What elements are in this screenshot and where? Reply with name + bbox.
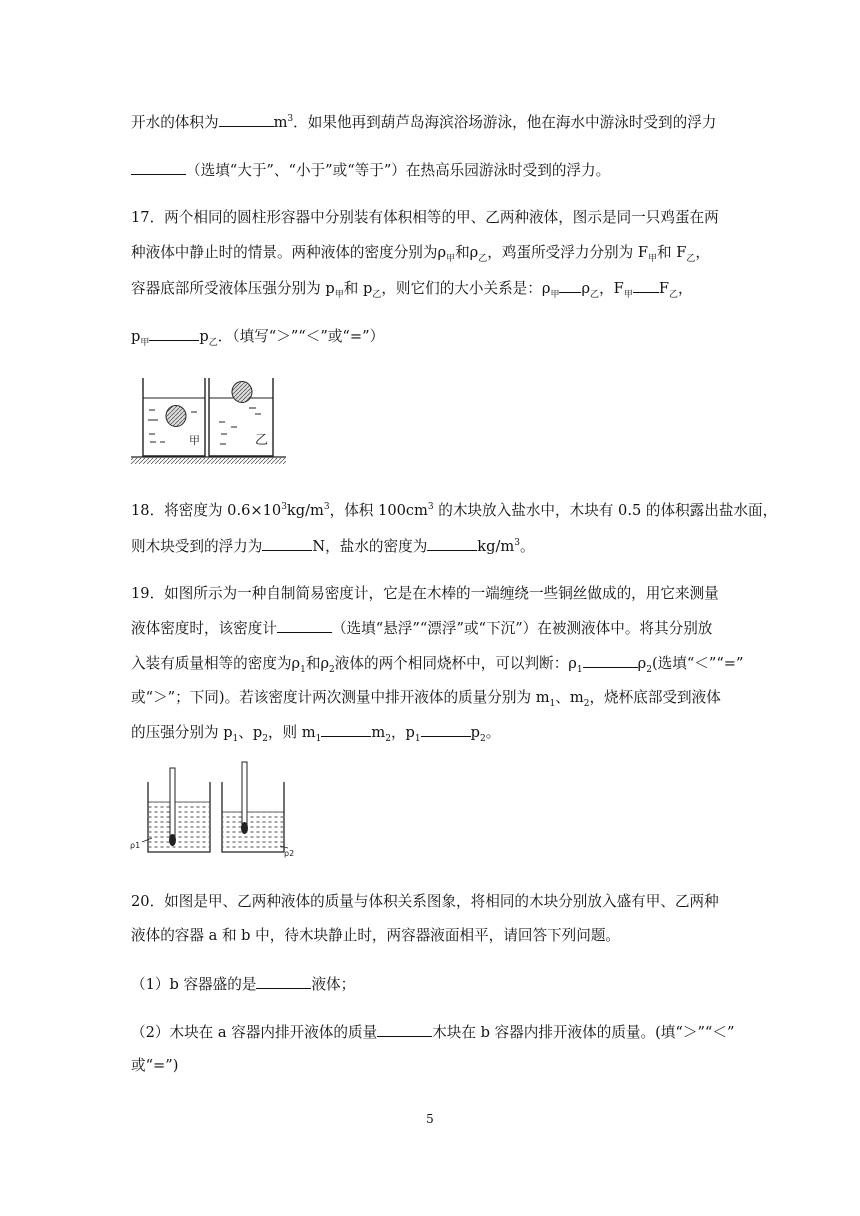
svg-text:甲: 甲 — [189, 434, 200, 447]
q20-line-4: （2）木块在 a 容器内排开液体的质量 木块在 b 容器内排开液体的质量。(填“＞”“＜” — [131, 1024, 735, 1041]
q19-line-5: 的压强分别为 $p_1$、$p_2$，则 $m_1$ $m_2$，$p_1$ $p_2$。 — [131, 724, 501, 744]
answer-blank[interactable] — [219, 112, 274, 127]
q17-line-4: $p_甲$ $p_乙$．（填写“＞”“＜”或“=”） — [131, 328, 385, 348]
q19-line-1: 19．如图所示为一种自制简易密度计，它是在木棒的一端缠绕一些铜丝做成的，用它来测量 — [131, 585, 719, 602]
q17-egg-figure — [131, 372, 291, 466]
svg-text:ρ2: ρ2 — [284, 849, 295, 858]
answer-blank[interactable] — [131, 160, 186, 175]
q20-line-5: 或“=”) — [131, 1057, 179, 1074]
answer-blank[interactable] — [583, 653, 638, 668]
svg-text:乙: 乙 — [255, 433, 269, 448]
q16-line-2: （选填“大于”、“小于”或“等于”）在热高乐园游泳时受到的浮力。 — [131, 160, 610, 181]
q17-line-2: 种液体中静止时的情景。两种液体的密度分别为$\rho_甲$和$\rho_乙$，鸡蛋所受浮力分别为 $F_甲$和 $F_乙$， — [131, 244, 710, 264]
answer-blank[interactable] — [633, 278, 659, 293]
q19-line-2: 液体密度时，该密度计 （选填“悬浮”“漂浮”或“下沉”）在被测液体中。将其分别放 — [131, 620, 713, 637]
q19-line-3: 入装有质量相等的密度为$\rho_1$和$\rho_2$液体的两个相同烧杯中，可以判断：$\rho_1$ $\rho_2$(选填“＜”“=” — [131, 655, 744, 675]
answer-blank[interactable] — [427, 536, 477, 551]
answer-blank[interactable] — [256, 974, 311, 989]
q18-line-1: 18．将密度为 $0.6\times 10^3kg/m^3$，体积 $100cm^3$ 的木块放入盐水中，木块有 0.5 的体积露出盐水面， — [131, 502, 778, 519]
answer-blank[interactable] — [277, 618, 332, 633]
q19-densimeter-figure — [130, 760, 295, 860]
answer-blank[interactable] — [321, 722, 371, 737]
q20-line-1: 20．如图是甲、乙两种液体的质量与体积关系图象，将相同的木块分别放入盛有甲、乙两种 — [131, 893, 719, 910]
q16-line-1: 开水的体积为 $m^3$．如果他再到葫芦岛海滨浴场游泳，他在海水中游泳时受到的浮力 — [131, 114, 717, 131]
q19-line-4: 或“＞”；下同)。若该密度计两次测量中排开液体的质量分别为 $m_1$、$m_2$，烧杯底部受到液体 — [131, 689, 721, 709]
egg-icon — [232, 382, 252, 403]
answer-blank[interactable] — [149, 326, 199, 341]
answer-blank[interactable] — [377, 1022, 432, 1037]
svg-text:ρ1: ρ1 — [130, 841, 141, 850]
egg-icon — [166, 406, 186, 427]
q20-line-2: 液体的容器 a 和 b 中，待木块静止时，两容器液面相平，请回答下列问题。 — [131, 927, 621, 944]
answer-blank[interactable] — [262, 536, 312, 551]
answer-blank[interactable] — [421, 722, 471, 737]
answer-blank[interactable] — [559, 278, 581, 293]
q20-line-3: （1）b 容器盛的是 液体； — [131, 976, 356, 993]
q18-line-2: 则木块受到的浮力为 N，盐水的密度为 $kg/m^3$。 — [131, 538, 535, 555]
page-number: 5 — [426, 1112, 434, 1126]
q17-line-1: 17．两个相同的圆柱形容器中分别装有体积相等的甲、乙两种液体，图示是同一只鸡蛋在两 — [131, 209, 719, 226]
q17-line-3: 容器底部所受液体压强分别为 $p_甲$和 $p_乙$，则它们的大小关系是：$\rho_甲$ $\rho_乙$，$F_甲$ $F_乙$， — [131, 280, 693, 300]
